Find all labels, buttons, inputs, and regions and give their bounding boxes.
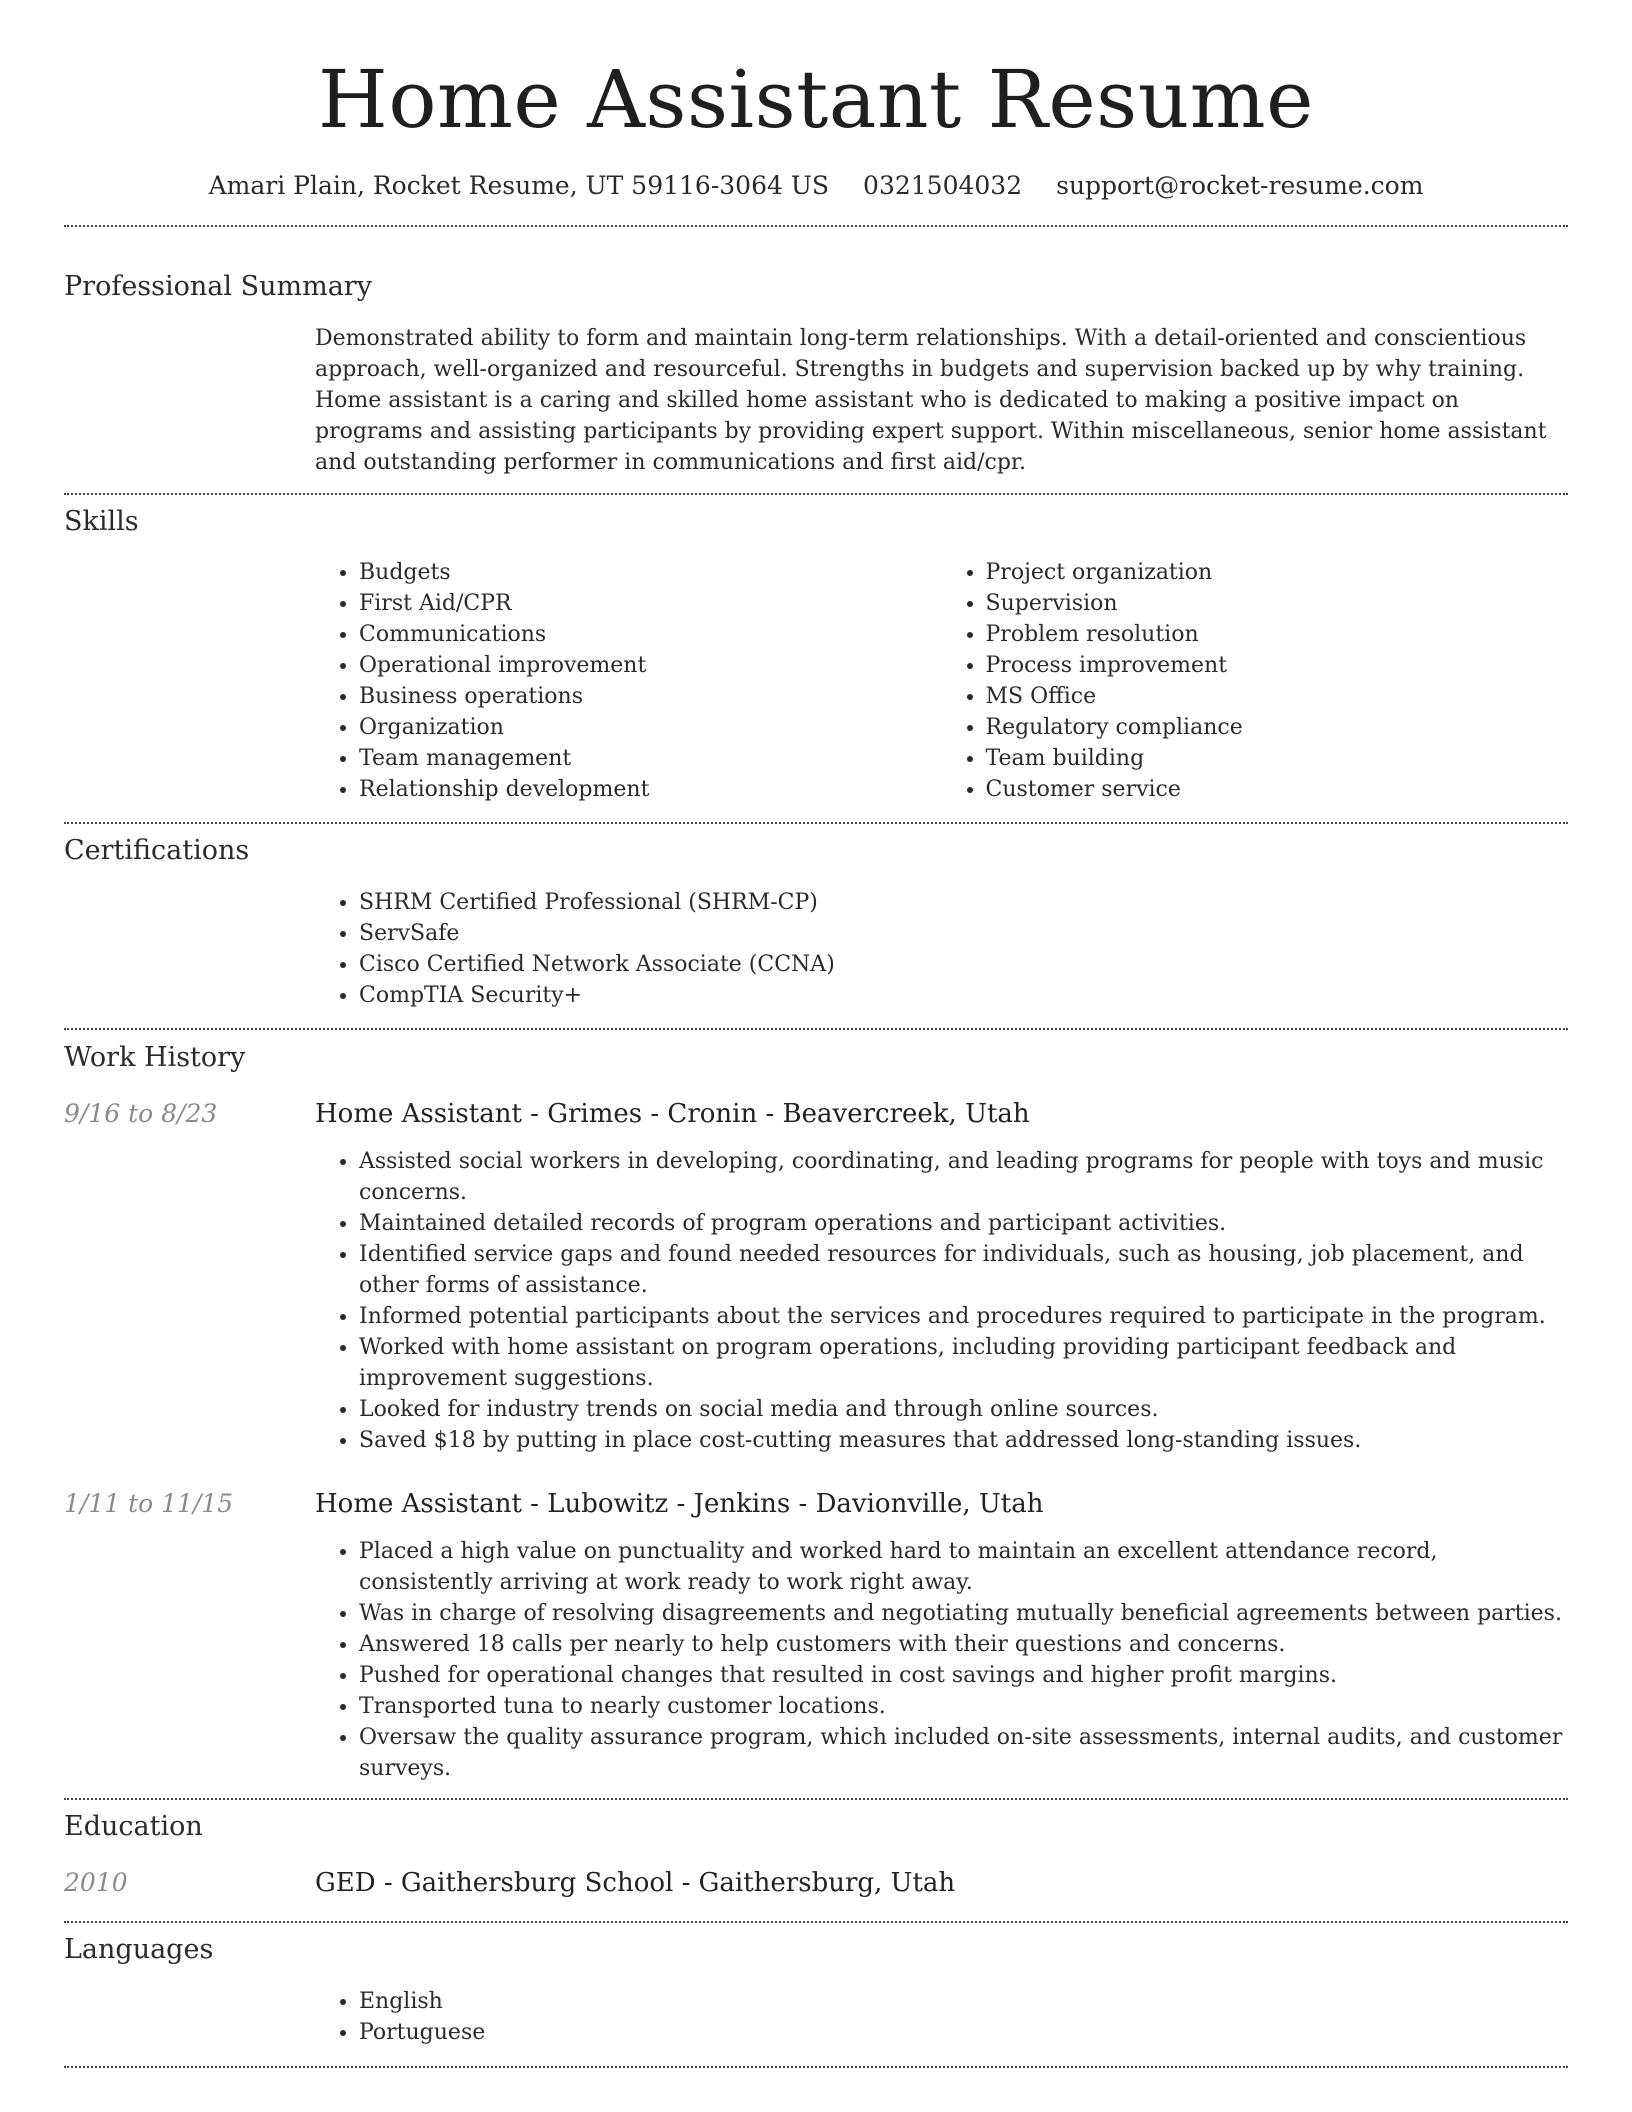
- job-bullet: • Answered 18 calls per nearly to help customers with their questions and concerns.: [359, 1629, 1568, 1660]
- section-heading-summary: Professional Summary: [64, 271, 372, 302]
- job-bullet: • Oversaw the quality assurance program, which included on-site assessments, internal audits, and customer surveys.: [359, 1722, 1568, 1784]
- skill-item: • Relationship development: [359, 774, 942, 805]
- skill-item: • Customer service: [986, 774, 1569, 805]
- skill-item: • Project organization: [986, 557, 1569, 588]
- certification-item: • SHRM Certified Professional (SHRM-CP): [359, 887, 1568, 918]
- skill-item: • Supervision: [986, 588, 1569, 619]
- job-bullet: • Maintained detailed records of program operations and participant activities.: [359, 1208, 1568, 1239]
- resume-title: Home Assistant Resume: [318, 53, 1314, 146]
- certification-item: • CompTIA Security+: [359, 980, 1568, 1011]
- section-heading-skills: Skills: [64, 506, 139, 537]
- divider: [64, 493, 1568, 495]
- skill-item: • MS Office: [986, 681, 1569, 712]
- certifications-section: [64, 833, 1568, 1011]
- skill-item: • Regulatory compliance: [986, 712, 1569, 743]
- languages-section: [64, 1932, 1568, 2048]
- divider: [64, 1028, 1568, 1030]
- divider: [64, 1798, 1568, 1800]
- job-title: Home Assistant - Lubowitz - Jenkins - Davionville, Utah: [315, 1489, 1044, 1519]
- certification-item: • ServSafe: [359, 918, 1568, 949]
- section-heading-certifications: Certifications: [64, 835, 250, 866]
- resume-page: [64, 0, 1568, 2068]
- skill-item: • Process improvement: [986, 650, 1569, 681]
- skill-item: • Communications: [359, 619, 942, 650]
- job-bullet: • Pushed for operational changes that resulted in cost savings and higher profit margins.: [359, 1660, 1568, 1691]
- job-bullet: • Identified service gaps and found needed resources for individuals, such as housing, job placement, and other forms of assistance.: [359, 1239, 1568, 1301]
- job-bullet: • Assisted social workers in developing, coordinating, and leading programs for people with toys and music concerns.: [359, 1146, 1568, 1208]
- job-bullet: • Looked for industry trends on social media and through online sources.: [359, 1394, 1568, 1425]
- job-bullet: • Transported tuna to nearly customer locations.: [359, 1691, 1568, 1722]
- education-title: GED - Gaithersburg School - Gaithersburg, Utah: [315, 1868, 956, 1898]
- job-body: [315, 1536, 1568, 1784]
- skill-item: • Problem resolution: [986, 619, 1569, 650]
- contact-email: support@rocket-resume.com: [1056, 171, 1424, 200]
- certifications-list: [315, 887, 1568, 1011]
- job-bullet: • Saved $18 by putting in place cost-cutting measures that addressed long-standing issues.: [359, 1425, 1568, 1456]
- section-heading-work-history: Work History: [64, 1042, 246, 1073]
- language-item: • English: [359, 1986, 1568, 2017]
- job-dates: 9/16 to 8/23: [64, 1099, 218, 1128]
- contact-address: Amari Plain, Rocket Resume, UT 59116-3064 US: [208, 171, 830, 200]
- job-bullets: [315, 1536, 1568, 1784]
- work-history-section: [64, 1040, 1568, 1784]
- skill-item: • Business operations: [359, 681, 942, 712]
- contact-line: [64, 168, 1568, 204]
- job-bullet: • Worked with home assistant on program operations, including providing participant feedback and improvement suggestions.: [359, 1332, 1568, 1394]
- divider: [64, 2066, 1568, 2068]
- job-header: [64, 1096, 1568, 1132]
- skills-columns: [315, 557, 1568, 805]
- skill-item: • Operational improvement: [359, 650, 942, 681]
- section-heading-education: Education: [64, 1811, 203, 1842]
- skill-item: • Budgets: [359, 557, 942, 588]
- job-title: Home Assistant - Grimes - Cronin - Beavercreek, Utah: [315, 1099, 1030, 1129]
- job-bullet: • Placed a high value on punctuality and worked hard to maintain an excellent attendance record, consistently arriving at work ready to work right away.: [359, 1536, 1568, 1598]
- section-heading-languages: Languages: [64, 1934, 214, 1965]
- certification-item: • Cisco Certified Network Associate (CCNA): [359, 949, 1568, 980]
- certifications-body: [315, 887, 1568, 1011]
- skills-section: [64, 504, 1568, 805]
- divider: [64, 1921, 1568, 1923]
- contact-phone: 0321504032: [863, 171, 1023, 200]
- skill-item: • Organization: [359, 712, 942, 743]
- summary-text: Demonstrated ability to form and maintain long-term relationships. With a detail-oriented and conscientious approach, well-organized and resourceful. Strengths in budgets and supervision backed up by why training. Home assistant is a caring and skilled home assistant who is dedicated to making a positive impact on programs and assisting participants by providing expert support. Within miscellaneous, senior home assistant and outstanding performer in communications and first aid/cpr.: [315, 326, 1547, 475]
- job-header: [64, 1486, 1568, 1522]
- divider: [64, 822, 1568, 824]
- languages-list: [315, 1986, 1568, 2048]
- education-section: [64, 1809, 1568, 1901]
- job-dates: 1/11 to 11/15: [64, 1489, 234, 1518]
- education-year: 2010: [64, 1868, 128, 1897]
- job-entry: [64, 1486, 1568, 1784]
- languages-body: [315, 1986, 1568, 2048]
- divider: [64, 225, 1568, 227]
- job-entry: [64, 1096, 1568, 1456]
- skill-item: • Team building: [986, 743, 1569, 774]
- skills-list-left: [315, 557, 942, 805]
- job-bullet: • Was in charge of resolving disagreements and negotiating mutually beneficial agreements between parties.: [359, 1598, 1568, 1629]
- education-entry: [64, 1865, 1568, 1901]
- language-item: • Portuguese: [359, 2017, 1568, 2048]
- job-body: [315, 1146, 1568, 1456]
- skills-list-right: [942, 557, 1569, 805]
- summary-section: [64, 269, 1568, 478]
- skill-item: • First Aid/CPR: [359, 588, 942, 619]
- job-bullets: [315, 1146, 1568, 1456]
- skill-item: • Team management: [359, 743, 942, 774]
- job-bullet: • Informed potential participants about the services and procedures required to participate in the program.: [359, 1301, 1568, 1332]
